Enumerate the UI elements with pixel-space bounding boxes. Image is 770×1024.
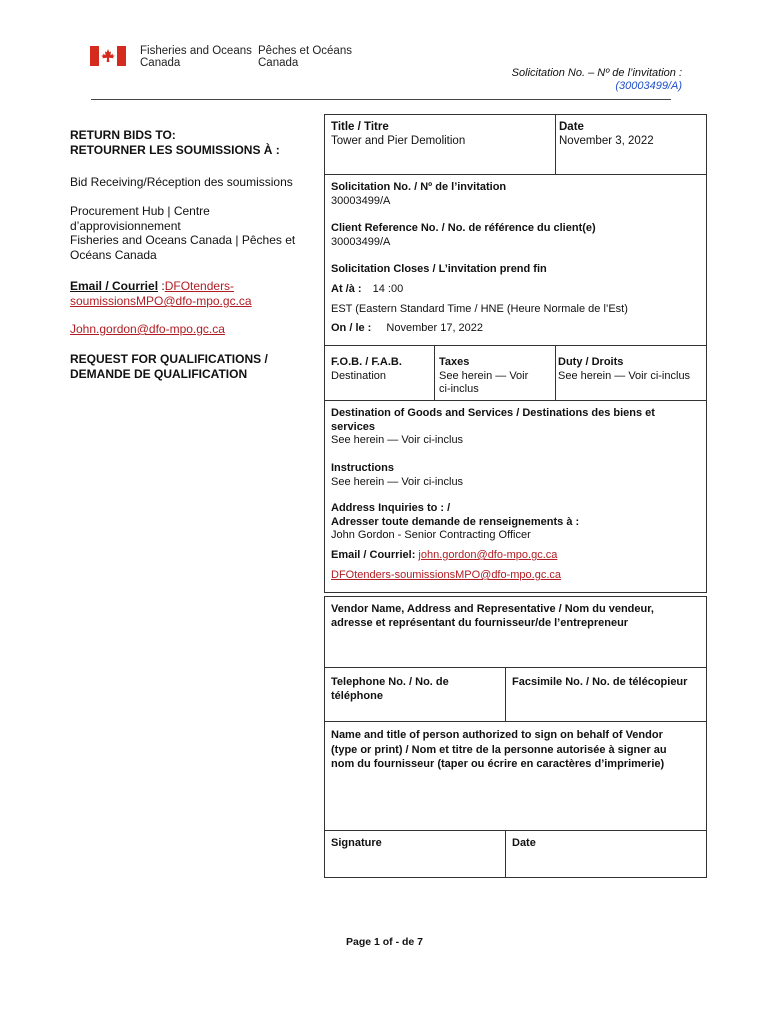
- vendor-name-label-1: Vendor Name, Address and Representative / Nom du vendeur,: [331, 603, 654, 615]
- closes-date-row: [331, 322, 483, 336]
- date-cell: [559, 121, 654, 148]
- authorized-label-1: Name and title of person authorized to sign on behalf of Vendor: [331, 729, 663, 741]
- solicitation-header: [512, 67, 682, 93]
- fob-taxes-divider: [434, 345, 435, 400]
- fob-cell: [331, 356, 402, 383]
- page-number: Page 1 of - de 7: [346, 936, 424, 948]
- procurement-address: [70, 204, 315, 262]
- taxes-cell: [439, 356, 528, 397]
- vendor-divider-1: [324, 667, 707, 668]
- authorized-person-label: [331, 728, 667, 772]
- telephone-label-1: Telephone No. / No. de: [331, 676, 449, 688]
- timezone-text: EST (Eastern Standard Time / HNE (Heure Normale de l’Est): [331, 303, 628, 315]
- authorized-label-2: (type or print) / Nom et titre de la personne autorisée à signer au: [331, 743, 667, 756]
- email-link-john-gordon[interactable]: John.gordon@dfo-mpo.gc.ca: [70, 322, 225, 336]
- org-name-fr-line2: Canada: [258, 57, 299, 69]
- inquiries-email-link-1[interactable]: john.gordon@dfo-mpo.gc.ca: [418, 549, 558, 561]
- destination-label-2: services: [331, 420, 376, 433]
- at-label: At /à :: [331, 283, 362, 295]
- closes-label: Solicitation Closes / L’invitation prend fin: [331, 263, 547, 275]
- org-name-en: [140, 45, 252, 69]
- client-reference-cell: [331, 222, 596, 249]
- row-divider-1: [324, 174, 707, 175]
- solicitation-cell: [331, 181, 506, 208]
- email-separator: :: [158, 279, 165, 293]
- phone-fax-divider: [505, 667, 506, 721]
- org-name-fr-line1: Pêches et Océans: [258, 45, 352, 57]
- row-divider-3: [324, 400, 707, 401]
- email-label: Email / Courriel: [70, 279, 159, 293]
- inquiries-cell: [331, 502, 579, 543]
- facsimile-label: Facsimile No. / No. de télécopieur: [512, 676, 688, 688]
- destination-label-1: Destination of Goods and Services / Destinations des biens et: [331, 407, 655, 419]
- rfq-heading: [70, 352, 315, 382]
- bid-receiving-text: Bid Receiving/Réception des soumissions: [70, 175, 293, 189]
- title-cell: [331, 121, 465, 148]
- at-value: 14 :00: [372, 283, 404, 295]
- fob-value: Destination: [331, 369, 387, 382]
- org-name-en-line1: Fisheries and Oceans: [140, 45, 252, 57]
- client-reference-label: Client Reference No. / No. de référence du client(e): [331, 222, 596, 234]
- destination-value: See herein — Voir ci-inclus: [331, 434, 464, 446]
- address-line-4: Océans Canada: [70, 247, 157, 262]
- telephone-label-2: téléphone: [331, 689, 383, 702]
- vendor-date-label: Date: [512, 837, 536, 849]
- solicitation-header-number: (30003499/A): [615, 80, 682, 92]
- taxes-value-2: ci-inclus: [439, 383, 479, 395]
- vendor-name-label-2: adresse et représentant du fournisseur/de l’entrepreneur: [331, 616, 629, 629]
- vendor-divider-2: [324, 721, 707, 722]
- address-line-2: d’approvisionnement: [70, 218, 181, 233]
- title-date-divider: [555, 114, 556, 174]
- signature-date-divider: [505, 830, 506, 878]
- inquiries-label-1: Address Inquiries to : /: [331, 502, 451, 514]
- instructions-label: Instructions: [331, 462, 394, 474]
- address-line-3: Fisheries and Oceans Canada | Pêches et: [70, 233, 296, 247]
- duty-cell: [558, 356, 690, 383]
- org-name-fr: [258, 45, 352, 69]
- vendor-divider-3: [324, 830, 707, 831]
- taxes-duty-divider: [555, 345, 556, 400]
- destination-cell: [331, 407, 655, 448]
- solicitation-header-label: Solicitation No. – Nº de l’invitation :: [511, 67, 682, 79]
- inquiries-label-2: Adresser toute demande de renseignements à :: [331, 515, 580, 528]
- fob-label: F.O.B. / F.A.B.: [331, 356, 402, 368]
- closes-time-row: [331, 283, 403, 297]
- on-label: On / le :: [331, 322, 372, 334]
- title-value: Tower and Pier Demolition: [331, 134, 466, 147]
- canada-flag-icon: [90, 46, 126, 66]
- client-reference-value: 30003499/A: [331, 235, 391, 248]
- org-name-en-line2: Canada: [140, 57, 181, 69]
- email-link-dfo-part1[interactable]: DFOtenders-: [164, 279, 235, 293]
- vendor-name-label: [331, 603, 654, 630]
- signature-label: Signature: [331, 837, 382, 849]
- address-line-1: Procurement Hub | Centre: [70, 204, 210, 218]
- return-bids-fr: RETOURNER LES SOUMISSIONS À :: [70, 143, 280, 157]
- date-value: November 3, 2022: [559, 134, 654, 147]
- taxes-value-1: See herein — Voir: [439, 369, 529, 382]
- solicitation-value: 30003499/A: [331, 194, 391, 207]
- inquiries-email-link-2[interactable]: DFOtenders-soumissionsMPO@dfo-mpo.gc.ca: [331, 569, 562, 581]
- inquiries-email-row: [331, 549, 557, 563]
- rfq-en: REQUEST FOR QUALIFICATIONS /: [70, 352, 268, 366]
- inquiries-email-label: Email / Courriel:: [331, 549, 416, 561]
- inquiries-contact: John Gordon - Senior Contracting Officer: [331, 529, 531, 541]
- header-divider: [91, 99, 671, 100]
- return-bids-en: RETURN BIDS TO:: [70, 128, 176, 142]
- row-divider-2: [324, 345, 707, 346]
- email-link-dfo-part2[interactable]: soumissionsMPO@dfo-mpo.gc.ca: [70, 294, 252, 308]
- duty-label: Duty / Droits: [558, 356, 624, 368]
- solicitation-label: Solicitation No. / Nº de l’invitation: [331, 181, 507, 193]
- date-label: Date: [559, 121, 584, 133]
- instructions-cell: [331, 462, 463, 489]
- title-label: Title / Titre: [331, 121, 389, 133]
- telephone-label: [331, 676, 449, 703]
- duty-value: See herein — Voir ci-inclus: [558, 369, 691, 382]
- authorized-label-3: nom du fournisseur (taper ou écrire en caractères d’imprimerie): [331, 758, 665, 770]
- rfq-fr: DEMANDE DE QUALIFICATION: [70, 367, 248, 381]
- return-bids-heading: [70, 128, 315, 158]
- on-value: November 17, 2022: [386, 322, 484, 334]
- taxes-label: Taxes: [439, 356, 470, 368]
- instructions-value: See herein — Voir ci-inclus: [331, 475, 464, 488]
- email-block: [70, 279, 315, 309]
